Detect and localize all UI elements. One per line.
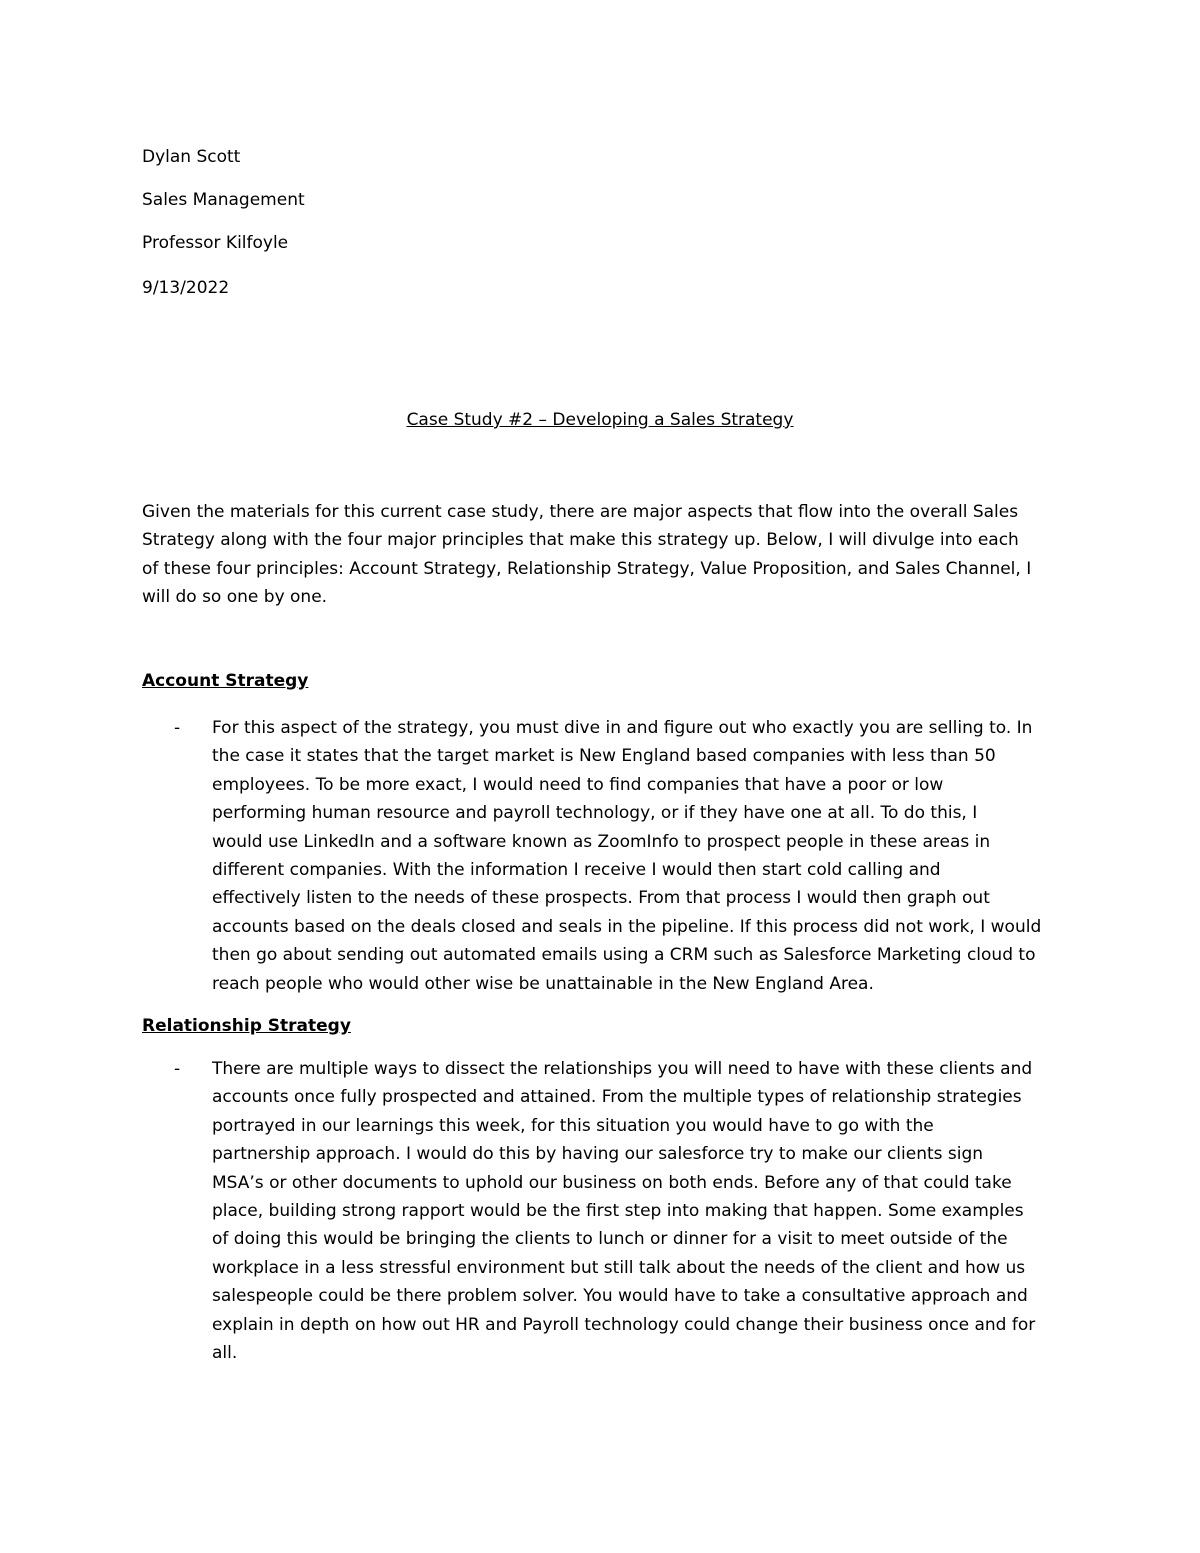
paragraph-line: portrayed in our learnings this week, for this situation you would have to go with the: [212, 1115, 934, 1136]
intro-line: Strategy along with the four major principles that make this strategy up. Below, I will divulge into each: [142, 530, 1019, 551]
paragraph-line: MSA’s or other documents to uphold our business on both ends. Before any of that could take: [212, 1172, 1012, 1193]
paragraph-line: There are multiple ways to dissect the relationships you will need to have with these clients and: [212, 1059, 1033, 1079]
professor-name: Professor Kilfoyle: [142, 233, 289, 253]
document-title: Case Study #2 – Developing a Sales Strategy: [406, 410, 794, 430]
bullet-marker: -: [174, 1059, 181, 1079]
course-name: Sales Management: [142, 190, 305, 210]
paragraph-line: effectively listen to the needs of these prospects. From that process I would then graph out: [212, 888, 990, 909]
paragraph-line: employees. To be more exact, I would need to find companies that have a poor or low: [212, 774, 944, 795]
intro-paragraph: [142, 498, 1062, 612]
paragraph-line: accounts once fully prospected and attained. From the multiple types of relationship strategies: [212, 1087, 1022, 1108]
paragraph-line: accounts based on the deals closed and seals in the pipeline. If this process did not work, I would: [212, 916, 1042, 937]
paragraph-line: performing human resource and payroll technology, or if they have one at all. To do this, I: [212, 803, 978, 824]
paragraph-line: would use LinkedIn and a software known as ZoomInfo to prospect people in these areas in: [212, 831, 991, 852]
intro-line: Given the materials for this current case study, there are major aspects that flow into the overall Sales: [142, 502, 1019, 522]
author-name: Dylan Scott: [142, 147, 241, 167]
intro-line: will do so one by one.: [142, 587, 328, 608]
paragraph-line: the case it states that the target market is New England based companies with less than 50: [212, 746, 996, 767]
paragraph-line: salespeople could be there problem solver. You would have to take a consultative approach and: [212, 1286, 1028, 1307]
paragraph-line: all.: [212, 1343, 238, 1364]
intro-line: of these four principles: Account Strategy, Relationship Strategy, Value Proposition, and Sales Channel, I: [142, 558, 1032, 579]
paragraph-line: then go about sending out automated emails using a CRM such as Salesforce Marketing cloud to: [212, 945, 1036, 966]
bullet-marker: -: [174, 718, 181, 738]
paragraph-line: reach people who would other wise be unattainable in the New England Area.: [212, 973, 874, 994]
account-strategy-paragraph: [212, 714, 1072, 998]
section-heading-account-strategy: Account Strategy: [142, 671, 309, 691]
relationship-strategy-paragraph: [212, 1055, 1072, 1367]
section-heading-relationship-strategy: Relationship Strategy: [142, 1016, 351, 1036]
paragraph-line: For this aspect of the strategy, you must dive in and figure out who exactly you are selling to. In: [212, 718, 1033, 738]
paragraph-line: partnership approach. I would do this by having our salesforce try to make our clients sign: [212, 1144, 984, 1165]
paragraph-line: place, building strong rapport would be the first step into making that happen. Some examples: [212, 1201, 1024, 1222]
paragraph-line: explain in depth on how out HR and Payroll technology could change their business once and for: [212, 1314, 1036, 1335]
paragraph-line: workplace in a less stressful environment but still talk about the needs of the client and how us: [212, 1257, 1026, 1278]
document-date: 9/13/2022: [142, 278, 230, 298]
paragraph-line: different companies. With the information I receive I would then start cold calling and: [212, 860, 941, 881]
paragraph-line: of doing this would be bringing the clients to lunch or dinner for a visit to meet outside of the: [212, 1229, 1008, 1250]
